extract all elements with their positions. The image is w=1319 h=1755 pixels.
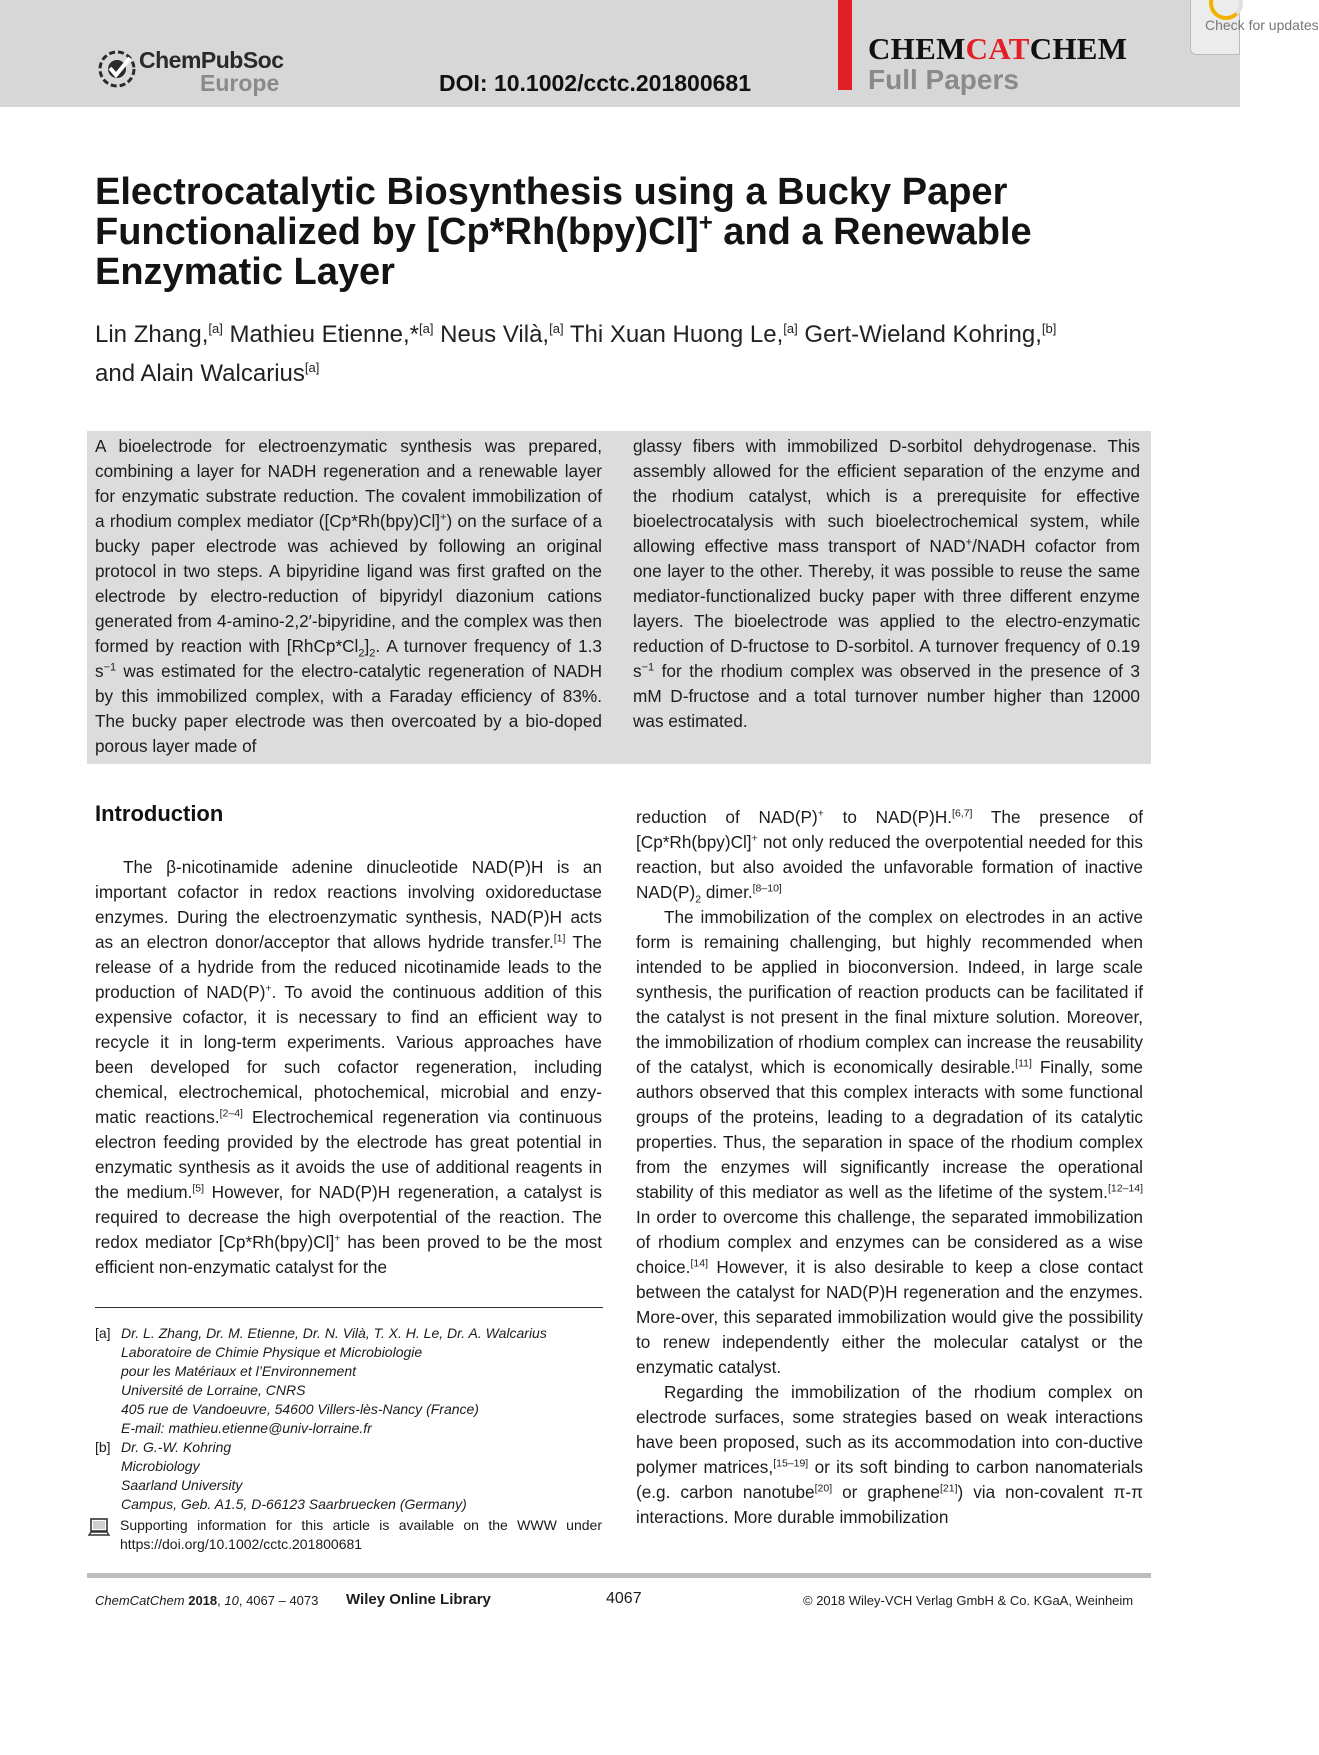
accent-bar [838,0,852,90]
citation-link[interactable]: [2–4] [219,1107,243,1120]
author-name: and Alain Walcarius [95,360,305,387]
author-affiliation: [a] [549,321,564,336]
check-for-updates-button[interactable] [1190,0,1319,55]
abstract-left-column: A bioelectrode for electroenzymatic synthesis was prepared, combining a layer for NADH regeneration and a renewable layer for enzymatic substrate reduction. The covalent immobilization of a rhodium complex mediator ([Cp*Rh(bpy)Cl]+) on the surface of a bucky paper electrode was achieved by following an original protocol in two steps. A bipyridine ligand was first grafted on the electrode by electro-reduction of bipyridyl diazonium cations generated from 4-amino-2,2′-bipyridine, and the complex was then formed by reaction with $[RhCp*Cl_2]_2$. A turnover frequency of 1.3 $s^{-1}$ was estimated for the electro-catalytic regeneration of NADH by this immobilized complex, with a Faraday efficiency of 83%. The bucky paper electrode was then overcoated by a bio-doped porous layer made of [95,436,602,756]
supporting-information-link[interactable]: Supporting information for this article is available on the WWW under https://doi.org/10.1002/cctc.201800681 [120,1517,602,1552]
email-link[interactable]: E-mail: mathieu.etienne@univ-lorraine.fr [121,1420,372,1436]
citation-link[interactable]: [6,7] [952,807,973,820]
citation-link[interactable]: [1] [553,932,566,945]
affiliation-line: Saarland University [121,1477,243,1493]
intro-left-column [95,855,602,1280]
paragraph: The β-nicotinamide adenine dinucleotide NAD(P)H is an important cofactor in redox reactions involving oxidoreductase enzymes. During the electroenzymatic synthesis, NAD(P)H acts as an electron donor/acceptor that allows hydride transfer.[1] The release of a hydride from the reduced nicotinamide leads to the production of NAD(P)+. To avoid the continuous addition of this expensive cofactor, it is necessary to find an efficient way to recycle it in long-term experiments. Various approaches have been developed for such cofactor regeneration, including chemical, electrochemical, photochemical, microbial and enzy-matic reactions.[2–4] Electrochemical regeneration via continuous electron feeding provided by the electrode has great potential in enzymatic synthesis as it avoids the use of additional reagents in the medium.[5] However, for NAD(P)H regeneration, a catalyst is required to decrease the high overpotential of the reaction. The redox mediator [Cp*Rh(bpy)Cl]+ has been proved to be the most efficient non-enzymatic catalyst for the [95,857,602,1277]
author-affiliation: [a] [783,321,798,336]
affiliation-line: Université de Lorraine, CNRS [121,1382,306,1398]
citation-link[interactable]: [20] [814,1482,833,1495]
abstract-right-column: glassy fibers with immobilized D-sorbitol dehydrogenase. This assembly allowed for the efficient separation of the enzyme and the rhodium catalyst, which is a prerequisite for effective bioelectrocatalysis with such bioelectrochemical system, while allowing effective mass transport of NAD+/NADH cofactor from one layer to the other. Thereby, it was possible to reuse the same mediator-functionalized bucky paper with three different enzyme layers. The bioelectrode was applied to the electro-enzymatic reduction of D-fructose to D-sorbitol. A turnover frequency of 0.19 $s^{-1}$ for the rhodium complex was observed in the presence of 3 mM D-fructose and a total turnover number higher than 12000 was estimated. [633,436,1140,731]
wiley-online-library-link[interactable]: Wiley Online Library [346,1591,491,1608]
section-heading: Introduction [95,801,224,826]
footer-citation: ChemCatChem 2018, 10, 4067 – 4073 [95,1593,319,1608]
copyright: © 2018 Wiley-VCH Verlag GmbH & Co. KGaA, Weinheim [803,1593,1134,1608]
author-name: Thi Xuan Huong Le, [563,321,784,348]
paragraph: Regarding the immobilization of the rhodium complex on electrode surfaces, some strategies based on weak interactions have been proposed, such as its accommodation into con-ductive polymer matrices,[15–19] or its soft binding to carbon nanomaterials (e.g. carbon nanotube[20] or graphene[21]) via non-covalent π-π interactions. More durable immobilization [636,1382,1143,1527]
publisher-name: ChemPubSoc [139,47,284,73]
paragraph: The immobilization of the complex on electrodes in an active form is remaining challenging, but highly recommended when intended to be applied in bioconversion. Indeed, in large scale synthesis, the purification of reaction products can be facilitated if the catalyst is not present in the final mixture solution. Moreover, the immobilization of rhodium complex can increase the reusability of the catalyst, which is economically desirable.[11] Finally, some authors observed that this complex interacts with some functional groups of the proteins, leading to a degradation of its catalytic properties. Thus, the separation in space of the rhodium complex from the enzymes will significantly increase the operational stability of this mediator as well as the lifetime of the system.[12–14] In order to overcome this challenge, the separated immobilization of rhodium complex and enzymes can be considered as a wise choice.[14] However, it is also desirable to keep a close contact between the catalyst for NAD(P)H regeneration and the enzymes. More-over, this separated immobilization would give the possibility to renew independently either the molecular catalyst or the enzymatic catalyst. [636,907,1143,1377]
page-header [0,0,1319,107]
computer-icon [88,1517,110,1539]
intro-right-column [636,805,1143,1530]
article-title: Electrocatalytic Biosynthesis using a Bucky Paper Functionalized by [Cp*Rh(bpy)Cl]+ and a Renewable Enzymatic Layer [95,171,1032,293]
affiliation-line: Dr. G.-W. Kohring [121,1439,232,1455]
abstract-box [87,431,1151,764]
publisher-region: Europe [200,70,280,96]
footnote-divider [95,1307,603,1308]
doi-link[interactable]: DOI: 10.1002/cctc.201800681 [439,70,752,96]
paragraph: reduction of NAD(P)+ to NAD(P)H.[6,7] The presence of [Cp*Rh(bpy)Cl]+ not only reduced the overpotential needed for this reaction, but also avoided the unfavorable formation of inactive $NAD(P)_2$ dimer.[8–10] [636,807,1143,906]
journal-name: CHEMCATCHEM [868,31,1128,66]
section-label: Full Papers [868,64,1019,95]
author-affiliation: [a] [208,321,223,336]
page-number: 4067 [606,1590,642,1607]
affiliation-line: Microbiology [121,1458,200,1474]
affiliation-tag: [b] [95,1439,111,1455]
citation-link[interactable]: [11] [1015,1057,1032,1070]
affiliation-line: pour les Matériaux et l’Environnement [121,1363,357,1379]
affiliation-line: Campus, Geb. A1.5, D-66123 Saarbruecken (Germany) [121,1496,467,1512]
author-affiliation: [a] [419,321,434,336]
chempubsoc-logo-icon [96,46,138,92]
check-updates-label: Check for updates [1205,17,1319,33]
author-name: Neus Vilà, [433,321,550,348]
footer-divider [87,1573,1151,1578]
author-affiliation: [b] [1041,321,1057,336]
affiliation-line: 405 rue de Vandoeuvre, 54600 Villers-lès-Nancy (France) [121,1401,479,1417]
citation-link[interactable]: [14] [690,1257,708,1270]
citation-link[interactable]: [8–10] [752,882,782,895]
author-name: Gert-Wieland Kohring, [797,321,1042,348]
citation-link[interactable]: [5] [192,1182,205,1195]
author-list [95,312,1155,390]
affiliation-line: Dr. L. Zhang, Dr. M. Etienne, Dr. N. Vilà, T. X. H. Le, Dr. A. Walcarius [121,1325,547,1341]
citation-link[interactable]: [21] [939,1482,958,1495]
author-name: Mathieu Etienne,* [222,321,420,348]
affiliation-tag: [a] [95,1325,111,1341]
author-name: Lin Zhang, [95,321,209,348]
affiliation-line: Laboratoire de Chimie Physique et Microbiologie [121,1344,423,1360]
citation-link[interactable]: [15–19] [773,1457,809,1470]
author-affiliation: [a] [304,360,320,375]
citation-link[interactable]: [12–14] [1107,1182,1143,1195]
